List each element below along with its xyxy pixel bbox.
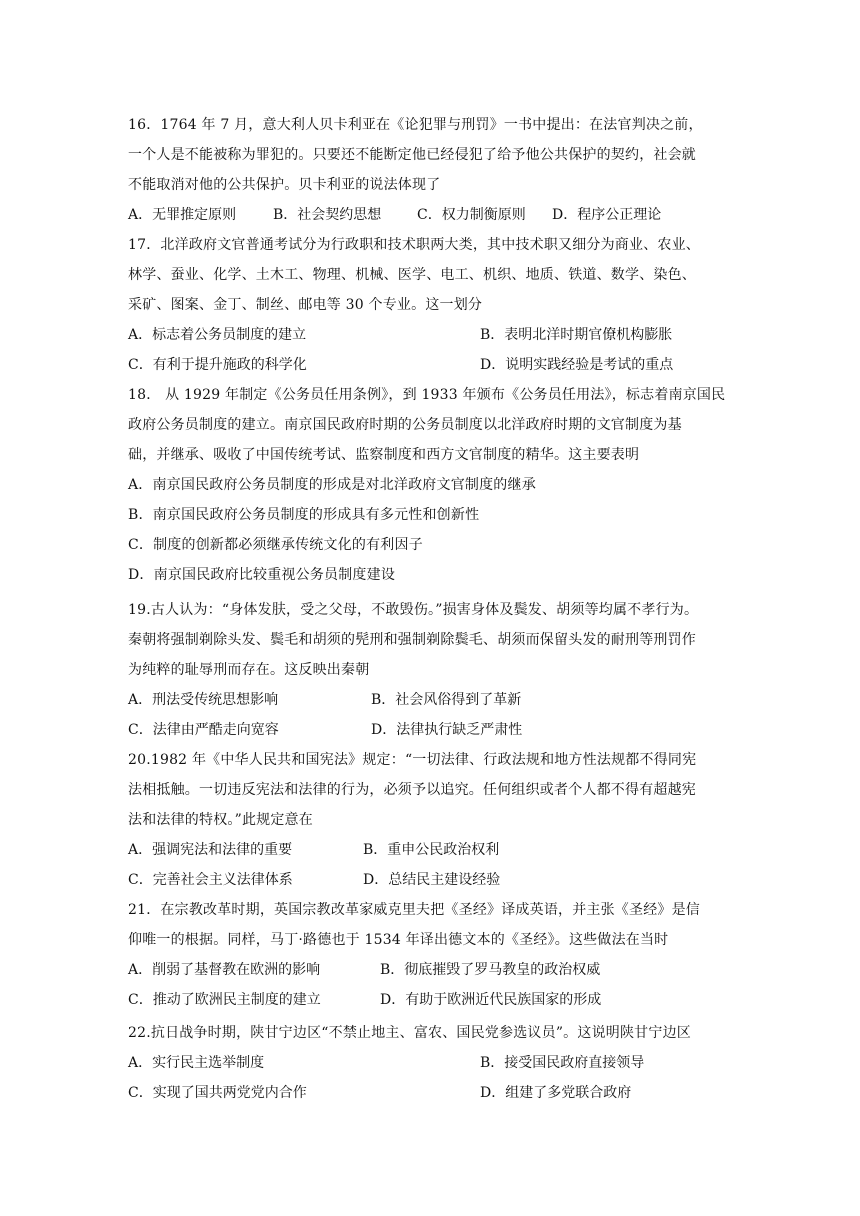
options-row <box>128 350 728 380</box>
options-row <box>128 835 728 865</box>
question-stem-line: 22.抗日战争时期，陕甘宁边区“不禁止地主、富农、国民党参选议员”。这说明陕甘宁边区 <box>128 1025 691 1041</box>
option-a[interactable]: A．无罪推定原则 <box>128 207 237 223</box>
question-stem-line: 仰唯一的根据。同样，马丁·路德也于 1534 年译出德文本的《圣经》。这些做法在当时 <box>128 932 669 948</box>
question-16 <box>128 110 728 230</box>
option-a[interactable]: A．刑法受传统思想影响 <box>128 692 279 708</box>
question-stem-line: 为纯粹的耻辱刑而存在。这反映出秦朝 <box>128 662 370 678</box>
question-stem-line: 16．1764 年 7 月，意大利人贝卡利亚在《论犯罪与刑罚》一书中提出：在法官判决之前， <box>128 117 703 133</box>
option-d[interactable]: D．组建了多党联合政府 <box>480 1085 632 1101</box>
option-a[interactable]: A．实行民主选举制度 <box>128 1055 265 1071</box>
option-d[interactable]: D．法律执行缺乏严肃性 <box>371 722 523 738</box>
question-17 <box>128 230 728 380</box>
option-d[interactable]: D．有助于欧洲近代民族国家的形成 <box>380 992 602 1008</box>
option-a[interactable]: A．强调宪法和法律的重要 <box>128 842 293 858</box>
options-row <box>128 985 728 1015</box>
option-b[interactable]: B．南京国民政府公务员制度的形成具有多元性和创新性 <box>128 507 480 523</box>
options-row <box>128 1048 728 1078</box>
options-row <box>128 955 728 985</box>
option-b[interactable]: B．社会契约思想 <box>273 207 382 223</box>
question-stem-line: 法相抵触。一切违反宪法和法律的行为，必须予以追究。任何组织或者个人都不得有超越宪 <box>128 782 696 798</box>
option-c[interactable]: C．完善社会主义法律体系 <box>128 872 293 888</box>
option-d[interactable]: D．南京国民政府比较重视公务员制度建设 <box>128 567 396 583</box>
question-19 <box>128 595 728 745</box>
option-a[interactable]: A．南京国民政府公务员制度的形成是对北洋政府文官制度的继承 <box>128 477 536 493</box>
question-18 <box>128 380 728 590</box>
option-d[interactable]: D．程序公正理论 <box>552 207 662 223</box>
option-b[interactable]: B．重申公民政治权利 <box>363 842 500 858</box>
question-stem-line: 秦朝将强制剃除头发、鬓毛和胡须的髡刑和强制剃除鬓毛、胡须而保留头发的耐刑等刑罚作 <box>128 632 696 648</box>
option-b[interactable]: B．表明北洋时期官僚机构膨胀 <box>480 327 673 343</box>
question-stem-line: 采矿、图案、金丁、制丝、邮电等 30 个专业。这一划分 <box>128 297 483 313</box>
option-c[interactable]: C．实现了国共两党党内合作 <box>128 1085 307 1101</box>
option-d[interactable]: D．说明实践经验是考试的重点 <box>480 357 674 373</box>
question-stem-line: 19.古人认为：“身体发肤，受之父母，不敢毁伤。”损害身体及鬓发、胡须等均属不孝行为。 <box>128 602 699 618</box>
question-stem-line: 18． 从 1929 年制定《公务员任用条例》，到 1933 年颁布《公务员任用法》，标志着南京国民 <box>128 387 726 403</box>
question-stem-line: 17．北洋政府文官普通考试分为行政职和技术职两大类，其中技术职又细分为商业、农业、 <box>128 237 701 253</box>
question-stem-line: 林学、蚕业、化学、土木工、物理、机械、医学、电工、机织、地质、铁道、数学、染色、 <box>128 267 696 283</box>
question-stem-line: 一个人是不能被称为罪犯的。只要还不能断定他已经侵犯了给予他公共保护的契约，社会就 <box>128 147 696 163</box>
question-stem-line: 20.1982 年《中华人民共和国宪法》规定：“一切法律、行政法规和地方性法规都不得同宪 <box>128 752 697 768</box>
option-d[interactable]: D．总结民主建设经验 <box>363 872 501 888</box>
question-stem-line: 础，并继承、吸收了中国传统考试、监察制度和西方文官制度的精华。这主要表明 <box>128 447 640 463</box>
option-a[interactable]: A．标志着公务员制度的建立 <box>128 327 307 343</box>
options-row <box>128 685 728 715</box>
options-row <box>128 865 728 895</box>
options-row <box>128 1078 728 1108</box>
options-row <box>128 200 728 230</box>
option-c[interactable]: C．法律由严酷走向宽容 <box>128 722 279 738</box>
option-b[interactable]: B．社会风俗得到了革新 <box>371 692 522 708</box>
option-c[interactable]: C．推动了欧洲民主制度的建立 <box>128 992 321 1008</box>
option-a[interactable]: A．削弱了基督教在欧洲的影响 <box>128 962 321 978</box>
options-row <box>128 715 728 745</box>
question-stem-line: 政府公务员制度的建立。南京国民政府时期的公务员制度以北洋政府时期的文官制度为基 <box>128 417 682 433</box>
question-20 <box>128 745 728 895</box>
question-stem-line: 不能取消对他的公共保护。贝卡利亚的说法体现了 <box>128 177 441 193</box>
question-stem-line: 21．在宗教改革时期，英国宗教改革家威克里夫把《圣经》译成英语，并主张《圣经》是信 <box>128 902 701 918</box>
question-22 <box>128 1018 728 1108</box>
option-b[interactable]: B．彻底摧毁了罗马教皇的政治权威 <box>380 962 601 978</box>
question-stem-line: 法和法律的特权。”此规定意在 <box>128 812 313 828</box>
option-c[interactable]: C．有利于提升施政的科学化 <box>128 357 307 373</box>
options-row <box>128 320 728 350</box>
option-c[interactable]: C．权力制衡原则 <box>417 207 526 223</box>
option-c[interactable]: C．制度的创新都必须继承传统文化的有利因子 <box>128 537 423 553</box>
question-21 <box>128 895 728 1015</box>
option-b[interactable]: B．接受国民政府直接领导 <box>480 1055 645 1071</box>
